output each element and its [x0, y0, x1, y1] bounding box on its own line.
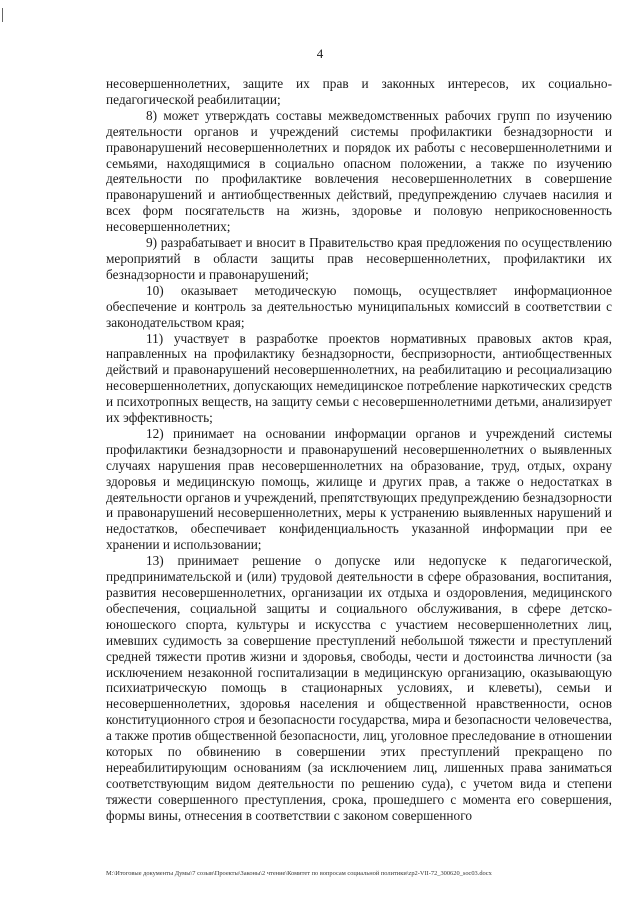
margin-mark [2, 8, 3, 22]
paragraph-continuation: несовершеннолетних, защите их прав и законных интересов, их социально-педагогической реабилитации; [106, 76, 612, 107]
paragraph-item-13: 13) принимает решение о допуске или недопуске к педагогической, предпринимательской и (или) трудовой деятельности в сфере образования, воспитания, развития несовершеннолетних, организации их отдыха и оздоровления, медицинского обеспечения, социальной защиты и социального обслуживания, в сфере детско-юношеского спорта, культуры и искусства с участием несовершеннолетних лиц, имевших судимость за совершение преступлений небольшой тяжести и преступлений средней тяжести против жизни и здоровья, свободы, чести и достоинства личности (за исключением незаконной госпитализации в медицинскую организацию, оказывающую психиатрическую помощь в стационарных условиях, и клеветы), семьи и несовершеннолетних, здоровья населения и общественной нравственности, основ конституционного строя и безопасности государства, мира и безопасности человечества, а также против общественной безопасности, лиц, уголовное преследование в отношении которых по обвинению в совершении этих преступлений прекращено по нереабилитирующим основаниям (за исключением лиц, лишенных права заниматься соответствующим видом деятельности по решению суда), с учетом вида и степени тяжести совершенного преступления, срока, прошедшего с момента его совершения, формы вины, отнесения в соответствии с законом совершенного [106, 553, 612, 823]
paragraph-item-9: 9) разрабатывает и вносит в Правительство края предложения по осуществлению мероприятий в области защиты прав несовершеннолетних, профилактики их безнадзорности и правонарушений; [106, 235, 612, 282]
paragraph-item-11: 11) участвует в разработке проектов нормативных правовых актов края, направленных на профилактику безнадзорности, беспризорности, антиобщественных действий и правонарушений несовершеннолетних, на реабилитацию и ресоциализацию несовершеннолетних, допускающих немедицинское потребление наркотических средств и психотропных веществ, на защиту семьи с несовершеннолетними детьми, анализирует их эффективность; [106, 330, 612, 426]
file-path-footer: M:\Итоговые документы Думы\7 созыв\Проекты\Законы\2 чтение\Комитет по вопросам социальной политики\zp2-VII-72_300620_soc03.docx [106, 870, 492, 877]
paragraph-item-10: 10) оказывает методическую помощь, осуществляет информационное обеспечение и контроль за деятельностью муниципальных комиссий в соответствии с законодательством края; [106, 282, 612, 330]
paragraph-item-12: 12) принимает на основании информации органов и учреждений системы профилактики безнадзорности и правонарушений несовершеннолетних о выявленных случаях нарушения прав несовершеннолетних на образование, труд, отдых, охрану здоровья и медицинскую помощь, жилище и других прав, а также о недостатках в деятельности органов и учреждений, препятствующих предупреждению безнадзорности и правонарушений несовершеннолетних, меры к устранению выявленных нарушений и недостатков, обеспечивает конфиденциальность указанной информации при ее хранении и использовании; [106, 425, 612, 553]
document-body [106, 76, 612, 824]
page-number: 4 [316, 46, 324, 61]
paragraph-item-8: 8) может утверждать составы межведомственных рабочих групп по изучению деятельности органов и учреждений системы профилактики безнадзорности и правонарушений несовершеннолетних и порядок их работы с несовершеннолетними и семьями, находящимися в социально опасном положении, а также по изучению деятельности по профилактике вовлечения несовершеннолетних в совершение правонарушений и антиобщественных действий, предупреждению случаев насилия и всех форм посягательств на жизнь, здоровье и половую неприкосновенность несовершеннолетних; [106, 107, 612, 235]
